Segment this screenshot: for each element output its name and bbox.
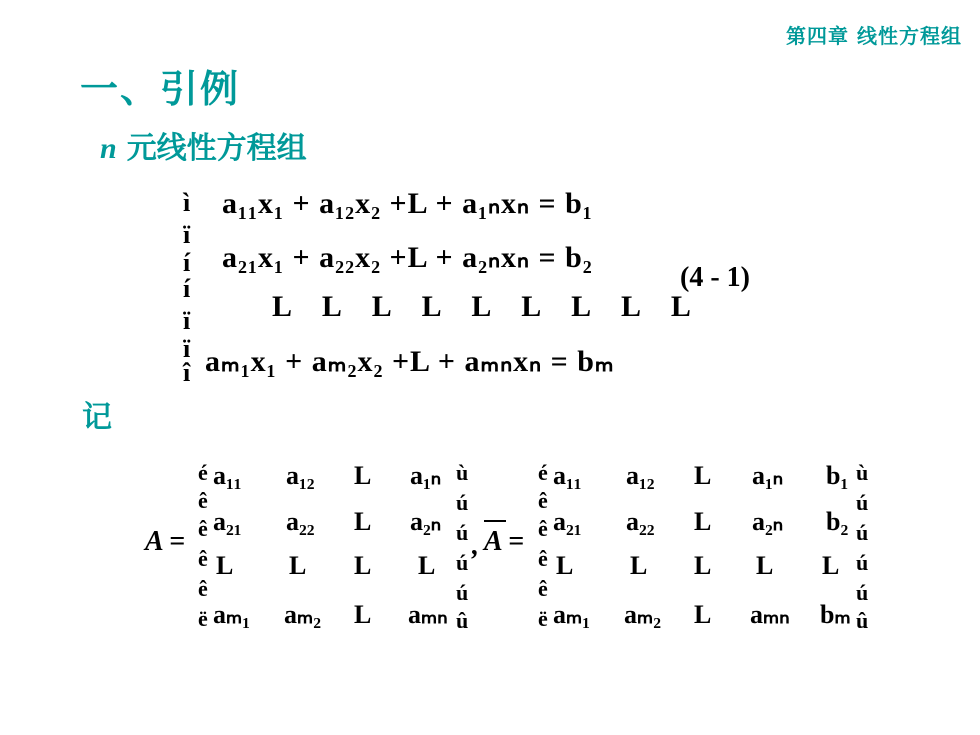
chapter-header: 第四章 线性方程组 <box>786 24 962 48</box>
right-bracket-glyph: ú <box>456 550 469 575</box>
right-bracket-glyph: ù <box>456 460 469 485</box>
subtitle-variable: n <box>100 132 117 165</box>
equation-row-1: a₁₁x₁ + a₁₂x₂ +L + a₁ₙxₙ = b₁ <box>222 187 593 220</box>
matrix-a-bar-cell: L <box>630 551 648 580</box>
right-bracket-glyph: ú <box>856 520 869 545</box>
matrix-a-cell: aₘ₁ <box>213 600 250 629</box>
matrix-a-bar-cell: a₁₁ <box>553 461 582 490</box>
left-bracket-glyph: é <box>198 460 208 485</box>
equation-row-ellipsis: L L L L L L L L L <box>272 290 703 323</box>
matrix-a-cell: L <box>354 507 372 536</box>
matrix-separator: , <box>472 530 479 561</box>
left-bracket-glyph: ê <box>538 576 548 601</box>
matrix-a-cell: L <box>216 551 234 580</box>
matrix-a-bar-cell: L <box>822 551 840 580</box>
right-bracket-glyph: ù <box>856 460 869 485</box>
right-bracket-glyph: ú <box>456 520 469 545</box>
right-bracket-glyph: û <box>856 608 869 633</box>
matrix-a-cell: L <box>418 551 436 580</box>
right-bracket-glyph: ú <box>856 580 869 605</box>
matrix-a-bar-cell: L <box>556 551 574 580</box>
matrix-a-bar-cell: a₁ₙ <box>752 461 784 490</box>
denote-label: 记 <box>82 400 112 435</box>
left-bracket-glyph: ê <box>198 516 208 541</box>
brace-glyph: í <box>183 274 191 303</box>
matrix-a-bar-cell: L <box>694 507 712 536</box>
matrix-a-cell: a₂₁ <box>213 507 242 536</box>
right-bracket-glyph: ú <box>856 490 869 515</box>
section-title: 一、引例 <box>80 67 241 111</box>
matrix-a-bar-cell: a₂₁ <box>553 507 582 536</box>
right-bracket-glyph: ú <box>456 490 469 515</box>
brace-glyph: ï <box>183 334 191 363</box>
right-bracket-glyph: û <box>456 608 469 633</box>
matrix-a-cell: L <box>354 551 372 580</box>
left-bracket-glyph: ê <box>198 488 208 513</box>
matrix-a-bar-cell: aₘₙ <box>750 600 790 629</box>
matrix-a-bar-label: A = <box>484 526 525 557</box>
matrix-a-cell: a₂₂ <box>286 507 315 536</box>
matrix-a-bar-cell: L <box>694 551 712 580</box>
left-bracket-glyph: ê <box>538 546 548 571</box>
equation-row-m: aₘ₁x₁ + aₘ₂x₂ +L + aₘₙxₙ = bₘ <box>205 345 615 378</box>
brace-glyph: ï <box>183 306 191 335</box>
matrix-a-cell: a₂ₙ <box>410 507 442 536</box>
matrix-a-bar-cell: a₂₂ <box>626 507 655 536</box>
matrix-a-cell: aₘₙ <box>408 600 448 629</box>
matrix-a-bar-cell: a₁₂ <box>626 461 655 490</box>
left-bracket-glyph: ê <box>198 546 208 571</box>
matrix-a-bar-cell: aₘ₁ <box>553 600 590 629</box>
right-bracket-glyph: ú <box>856 550 869 575</box>
left-bracket-glyph: ë <box>198 606 208 631</box>
matrix-a-cell: L <box>289 551 307 580</box>
subtitle-text: 元线性方程组 <box>126 131 307 166</box>
equation-row-2: a₂₁x₁ + a₂₂x₂ +L + a₂ₙxₙ = b₂ <box>222 241 593 274</box>
left-bracket-glyph: é <box>538 460 548 485</box>
left-bracket-glyph: ê <box>198 576 208 601</box>
left-bracket-glyph: ë <box>538 606 548 631</box>
matrix-a-cell: L <box>354 600 372 629</box>
brace-glyph: ï <box>183 220 191 249</box>
matrix-a-bar-cell: L <box>756 551 774 580</box>
left-bracket-glyph: ê <box>538 488 548 513</box>
overline-mark <box>484 520 506 522</box>
matrix-a-bar-cell: L <box>694 600 712 629</box>
matrix-a-bar-cell: a₂ₙ <box>752 507 784 536</box>
equation-number: (4 - 1) <box>680 262 750 293</box>
brace-glyph: î <box>183 358 191 387</box>
matrix-a-bar-cell: aₘ₂ <box>624 600 661 629</box>
brace-glyph: ì <box>183 188 191 217</box>
subtitle <box>100 123 307 167</box>
matrix-a-bar-cell: L <box>694 461 712 490</box>
matrix-a-label: A = <box>145 526 186 557</box>
matrix-a-cell: a₁₂ <box>286 461 315 490</box>
matrix-a-bar-cell: bₘ <box>820 600 851 629</box>
matrix-a-bar-cell: b₁ <box>826 461 849 490</box>
matrix-a-cell: a₁ₙ <box>410 461 442 490</box>
left-bracket-glyph: ê <box>538 516 548 541</box>
matrix-a-cell: aₘ₂ <box>284 600 321 629</box>
matrix-a-cell: a₁₁ <box>213 461 242 490</box>
matrix-a-cell: L <box>354 461 372 490</box>
brace-glyph: í <box>183 248 191 277</box>
right-bracket-glyph: ú <box>456 580 469 605</box>
matrix-a-bar-cell: b₂ <box>826 507 849 536</box>
